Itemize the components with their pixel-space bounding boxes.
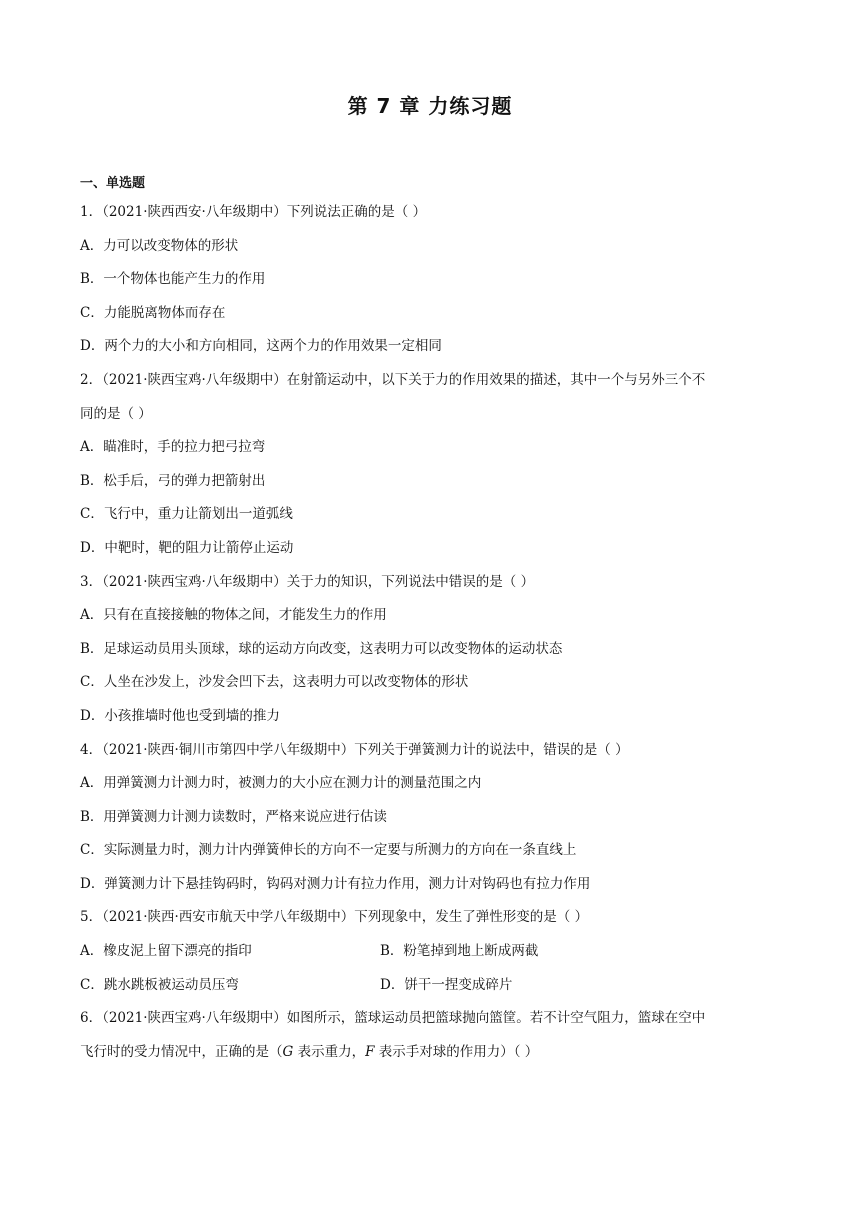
question-3-option-c: C．人坐在沙发上，沙发会凹下去，这表明力可以改变物体的形状 — [80, 674, 469, 691]
question-list — [80, 172, 780, 1069]
question-1-option-b: B．一个物体也能产生力的作用 — [80, 271, 266, 288]
question-2-stem: 2．（2021·陕西宝鸡·八年级期中）在射箭运动中，以下关于力的作用效果的描述，其中一个与另外三个不 — [80, 371, 706, 388]
symbol-g: G — [282, 1043, 294, 1060]
question-4-option-a: A．用弹簧测力计测力时，被测力的大小应在测力计的测量范围之内 — [80, 775, 482, 792]
question-5-option-a: A．橡皮泥上留下漂亮的指印 — [80, 943, 252, 960]
question-2-stem-continued: 同的是（ ） — [80, 405, 152, 422]
question-6-stem-continued — [80, 1036, 780, 1070]
question-5-stem: 5．（2021·陕西·西安市航天中学八年级期中）下列现象中，发生了弹性形变的是（ ） — [80, 909, 589, 926]
section-heading: 一、单选题 — [80, 176, 146, 191]
question-2-option-c: C．飞行中，重力让箭划出一道弧线 — [80, 506, 293, 523]
question-6-stem: 6．（2021·陕西宝鸡·八年级期中）如图所示，篮球运动员把篮球抛向篮筐。若不计空气阻力，篮球在空中 — [80, 1010, 706, 1027]
page-title: 第 7 章 力练习题 — [347, 94, 513, 118]
question-3-stem: 3．（2021·陕西宝鸡·八年级期中）关于力的知识，下列说法中错误的是（ ） — [80, 573, 535, 590]
question-3-option-a: A．只有在直接接触的物体之间，才能发生力的作用 — [80, 607, 387, 624]
question-2-option-a: A．瞄准时，手的拉力把弓拉弯 — [80, 439, 266, 456]
question-5-options-row-1 — [80, 935, 780, 969]
question-4-option-c: C．实际测量力时，测力计内弹簧伸长的方向不一定要与所测力的方向在一条直线上 — [80, 842, 577, 859]
question-6-text-part-2: 表示重力， — [293, 1043, 366, 1060]
question-4-stem: 4．（2021·陕西·铜川市第四中学八年级期中）下列关于弹簧测力计的说法中，错误的是（ ） — [80, 741, 629, 758]
question-6-text-part-1: 飞行时的受力情况中，正确的是（ — [80, 1043, 283, 1060]
question-2-option-d: D．中靶时，靶的阻力让箭停止运动 — [80, 539, 294, 556]
question-6-text-part-3: 表示手对球的作用力）（ ） — [374, 1043, 539, 1060]
symbol-f: F — [365, 1043, 375, 1060]
question-1-option-a: A．力可以改变物体的形状 — [80, 237, 239, 254]
question-1-option-d: D．两个力的大小和方向相同，这两个力的作用效果一定相同 — [80, 338, 442, 355]
question-3-option-d: D．小孩推墙时他也受到墙的推力 — [80, 707, 280, 724]
question-4-option-b: B．用弹簧测力计测力读数时，严格来说应进行估读 — [80, 808, 387, 825]
question-3-option-b: B．足球运动员用头顶球，球的运动方向改变，这表明力可以改变物体的运动状态 — [80, 640, 563, 657]
question-4-option-d: D．弹簧测力计下悬挂钩码时，钩码对测力计有拉力作用，测力计对钩码也有拉力作用 — [80, 875, 591, 892]
question-1-option-c: C．力能脱离物体而存在 — [80, 304, 226, 321]
question-5-option-c: C．跳水跳板被运动员压弯 — [80, 976, 239, 993]
question-2-option-b: B．松手后，弓的弹力把箭射出 — [80, 472, 266, 489]
question-5-option-b: B．粉笔掉到地上断成两截 — [380, 943, 539, 960]
question-5-option-d: D．饼干一捏变成碎片 — [380, 976, 513, 993]
question-1-stem: 1．（2021·陕西西安·八年级期中）下列说法正确的是（ ） — [80, 204, 427, 220]
question-5-options-row-2 — [80, 969, 780, 1003]
